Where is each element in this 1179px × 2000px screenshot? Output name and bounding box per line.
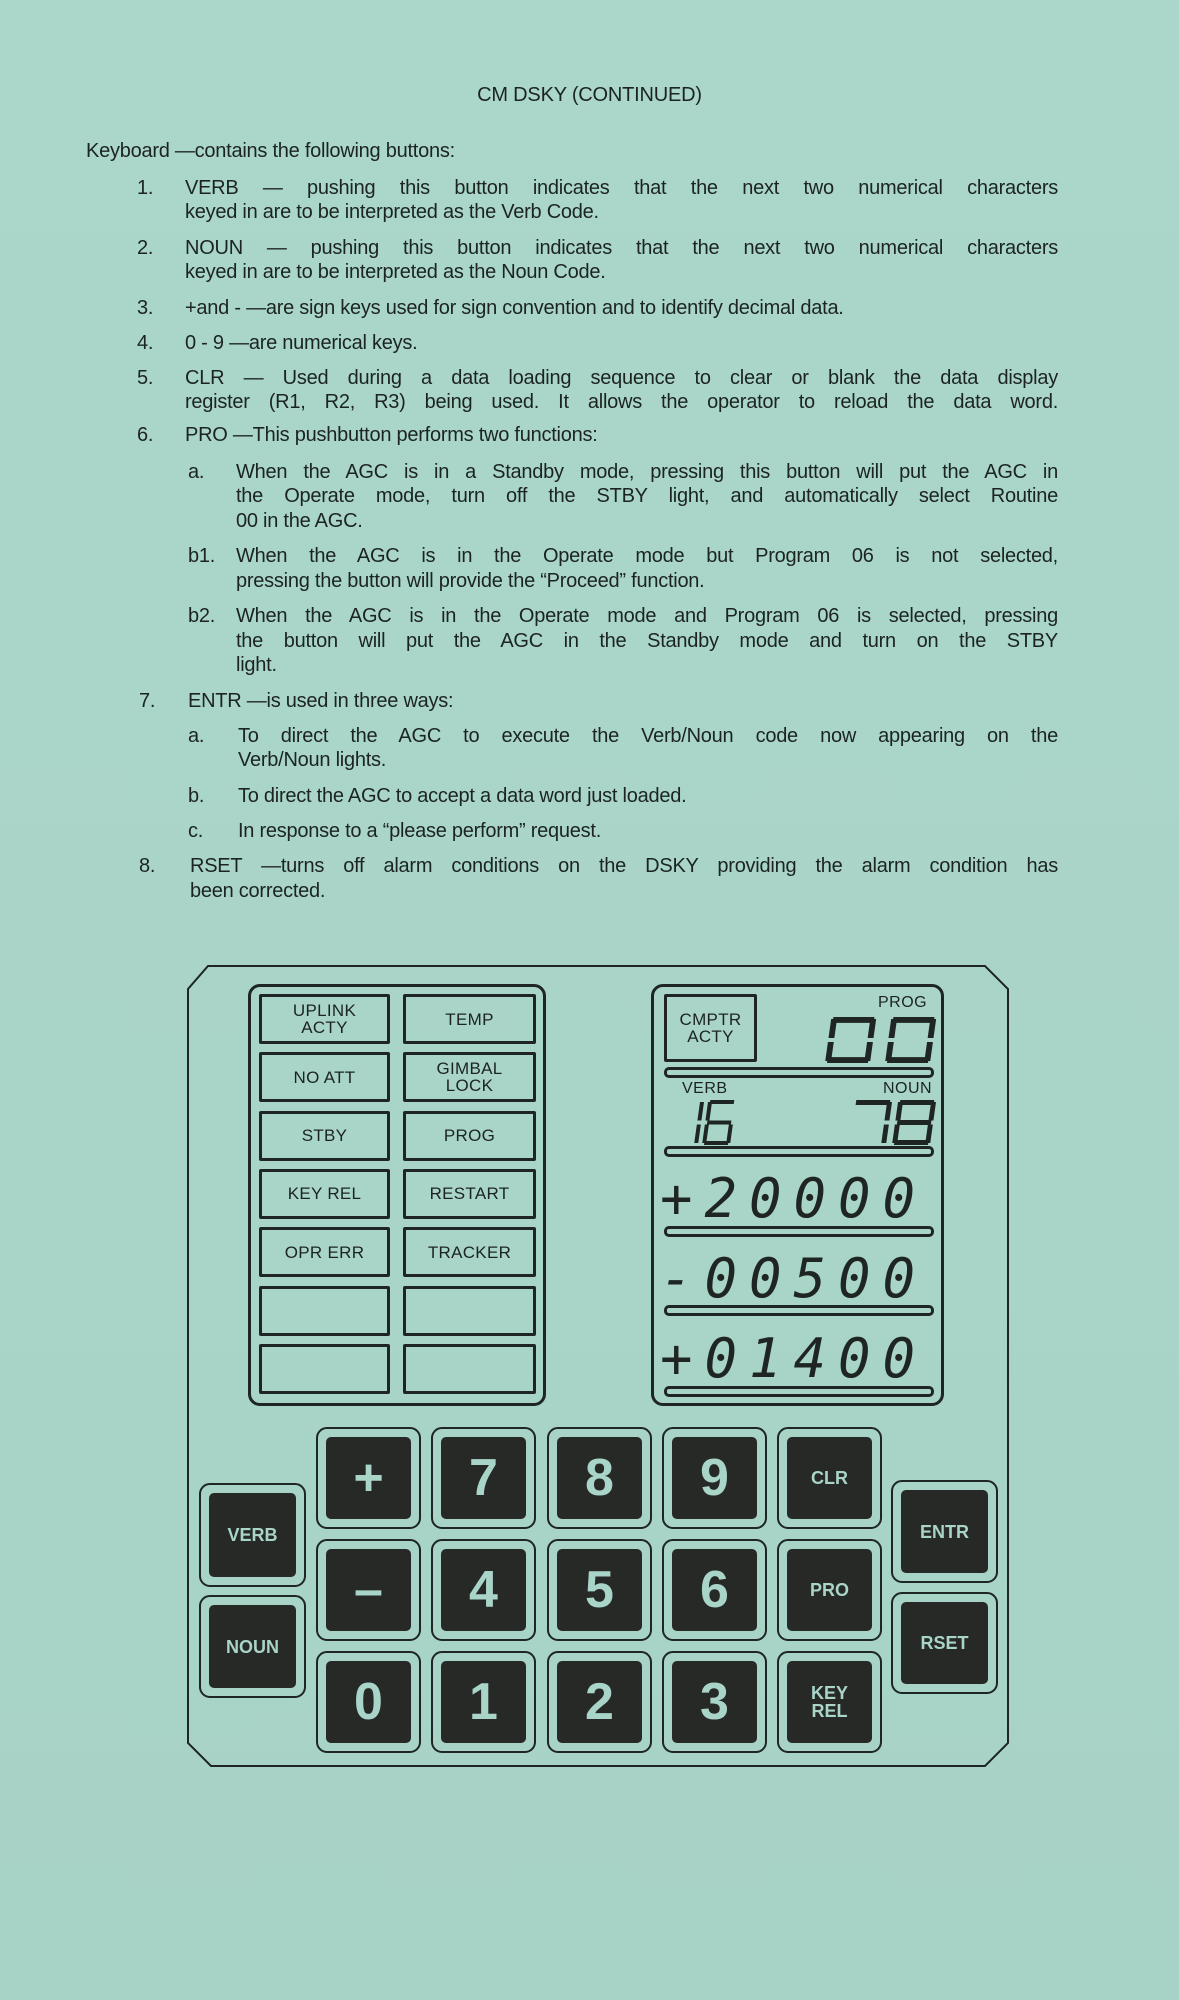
list-item-text: keyed in are to be interpreted as the Verb Code. [185,201,599,223]
key-label: + [326,1437,411,1519]
list-number: c. [188,820,204,842]
k2-key[interactable] [547,1651,652,1753]
seven-segment-digit [885,1017,930,1063]
list-number: 6. [137,424,154,446]
page-title: CM DSKY (CONTINUED) [477,84,702,106]
k0-key[interactable] [316,1651,421,1753]
annunciator-lamp: NO ATT [259,1052,390,1102]
segment-d [887,1057,929,1063]
key-rel-key[interactable] [777,1651,882,1753]
register-r1: +20000 [660,1167,928,1230]
key-label: RSET [901,1602,988,1684]
separator-bar [664,1067,934,1078]
list-number: 7. [139,690,156,712]
list-number: 4. [137,332,154,354]
key-label: 7 [441,1437,526,1519]
list-item-text: 0 - 9 —are numerical keys. [185,332,418,354]
list-number: 1. [137,177,154,199]
segment-g [897,1120,932,1125]
k5-key[interactable] [547,1539,652,1641]
intro-text: Keyboard —contains the following buttons: [86,140,455,162]
key-label: PRO [787,1549,872,1631]
annunciator-lamp: OPR ERR [259,1227,390,1277]
list-item-text: When the AGC is in the Operate mode but Program 06 is not selected, [236,545,1058,567]
segment-a [710,1100,735,1104]
key-label: 4 [441,1549,526,1631]
annunciator-lamp [403,1344,536,1394]
list-item-text: In response to a “please perform” request. [238,820,602,842]
segment-g [707,1121,732,1125]
list-item-text: +and - —are sign keys used for sign convention and to identify decimal data. [185,297,844,319]
seven-segment-digit [670,1100,698,1145]
annunciator-lamp: UPLINK ACTY [259,994,390,1044]
key-label: 3 [672,1661,757,1743]
k4-key[interactable] [431,1539,536,1641]
annunciator-lamp [403,1286,536,1336]
entr-key[interactable] [891,1480,998,1583]
annunciator-lamp: RESTART [403,1169,536,1219]
annunciator-lamp: KEY REL [259,1169,390,1219]
list-item-text: RSET —turns off alarm conditions on the DSKY providing the alarm condition has [190,855,1058,877]
key-label: 8 [557,1437,642,1519]
seven-segment-digit [825,1017,870,1063]
k9-key[interactable] [662,1427,767,1529]
segment-a [893,1017,935,1023]
k1-key[interactable] [431,1651,536,1753]
list-number: 8. [139,855,156,877]
segment-d [704,1141,729,1145]
rset-key[interactable] [891,1592,998,1694]
segment-a [833,1017,875,1023]
comp-acty-lamp: CMPTR ACTY [664,994,757,1062]
key-label: ENTR [901,1490,988,1573]
list-number: 5. [137,367,154,389]
k3-key[interactable] [662,1651,767,1753]
prog-label: PROG [878,994,928,1011]
segment-f [705,1102,712,1121]
list-item-text: pressing the button will provide the “Proceed” function. [236,570,705,592]
register-r3: +01400 [660,1327,928,1390]
list-item-text: VERB — pushing this button indicates that the next two numerical characters [185,177,1058,199]
key-label: VERB [209,1493,296,1577]
list-number: b. [188,785,205,807]
verb-key[interactable] [199,1483,306,1587]
list-item-text: keyed in are to be interpreted as the Noun Code. [185,261,606,283]
segment-f [888,1019,897,1038]
key-label: 0 [326,1661,411,1743]
plus-key[interactable] [316,1427,421,1529]
noun-label: NOUN [883,1080,933,1097]
list-item-text: register (R1, R2, R3) being used. It allows the operator to reload the data word. [185,391,1058,413]
list-number: 3. [137,297,154,319]
list-item-text: been corrected. [190,880,326,902]
segment-d [894,1140,929,1145]
list-item-text: ENTR —is used in three ways: [188,690,454,712]
segment-f [828,1019,837,1038]
verb-label: VERB [682,1080,728,1097]
key-label: 9 [672,1437,757,1519]
noun-key[interactable] [199,1595,306,1698]
segment-f [895,1102,903,1121]
seven-segment-digit [892,1100,930,1145]
list-item-text: PRO —This pushbutton performs two functions: [185,424,598,446]
pro-key[interactable] [777,1539,882,1641]
list-item-text: light. [236,654,277,676]
segment-e [702,1125,709,1144]
key-label: – [326,1549,411,1631]
list-item-text: When the AGC is in the Operate mode and Program 06 is selected, pressing [236,605,1058,627]
separator-bar [664,1146,934,1157]
list-number: 2. [137,237,154,259]
key-label: NOUN [209,1605,296,1688]
list-item-text: Verb/Noun lights. [238,749,387,771]
annunciator-lamp: STBY [259,1111,390,1161]
k6-key[interactable] [662,1539,767,1641]
annunciator-lamp [259,1286,390,1336]
seven-segment-digit [702,1100,730,1145]
segment-a [856,1100,891,1105]
annunciator-lamp: PROG [403,1111,536,1161]
segment-a [900,1100,935,1105]
key-label: KEY REL [787,1661,872,1743]
key-label: 1 [441,1661,526,1743]
list-number: a. [188,461,205,483]
list-item-text: 00 in the AGC. [236,510,363,532]
k8-key[interactable] [547,1427,652,1529]
register-r2: -00500 [660,1247,928,1310]
list-item-text: When the AGC is in a Standby mode, pressing this button will put the AGC in [236,461,1058,483]
seven-segment-digit [848,1100,886,1145]
minus-key[interactable] [316,1539,421,1641]
list-item-text: To direct the AGC to accept a data word just loaded. [238,785,687,807]
list-item-text: the button will put the AGC in the Standby mode and turn on the STBY [236,630,1058,652]
key-label: 5 [557,1549,642,1631]
clr-key[interactable] [777,1427,882,1529]
k7-key[interactable] [431,1427,536,1529]
list-number: b2. [188,605,216,627]
list-item-text: CLR — Used during a data loading sequence to clear or blank the data display [185,367,1058,389]
annunciator-lamp: TEMP [403,994,536,1044]
list-item-text: the Operate mode, turn off the STBY light, and automatically select Routine [236,485,1058,507]
list-number: b1. [188,545,216,567]
annunciator-lamp [259,1344,390,1394]
list-item-text: To direct the AGC to execute the Verb/Noun code now appearing on the [238,725,1058,747]
annunciator-lamp: TRACKER [403,1227,536,1277]
list-number: a. [188,725,205,747]
key-label: 6 [672,1549,757,1631]
key-label: 2 [557,1661,642,1743]
annunciator-lamp: GIMBAL LOCK [403,1052,536,1102]
key-label: CLR [787,1437,872,1519]
list-item-text: NOUN — pushing this button indicates that the next two numerical characters [185,237,1058,259]
segment-d [827,1057,869,1063]
